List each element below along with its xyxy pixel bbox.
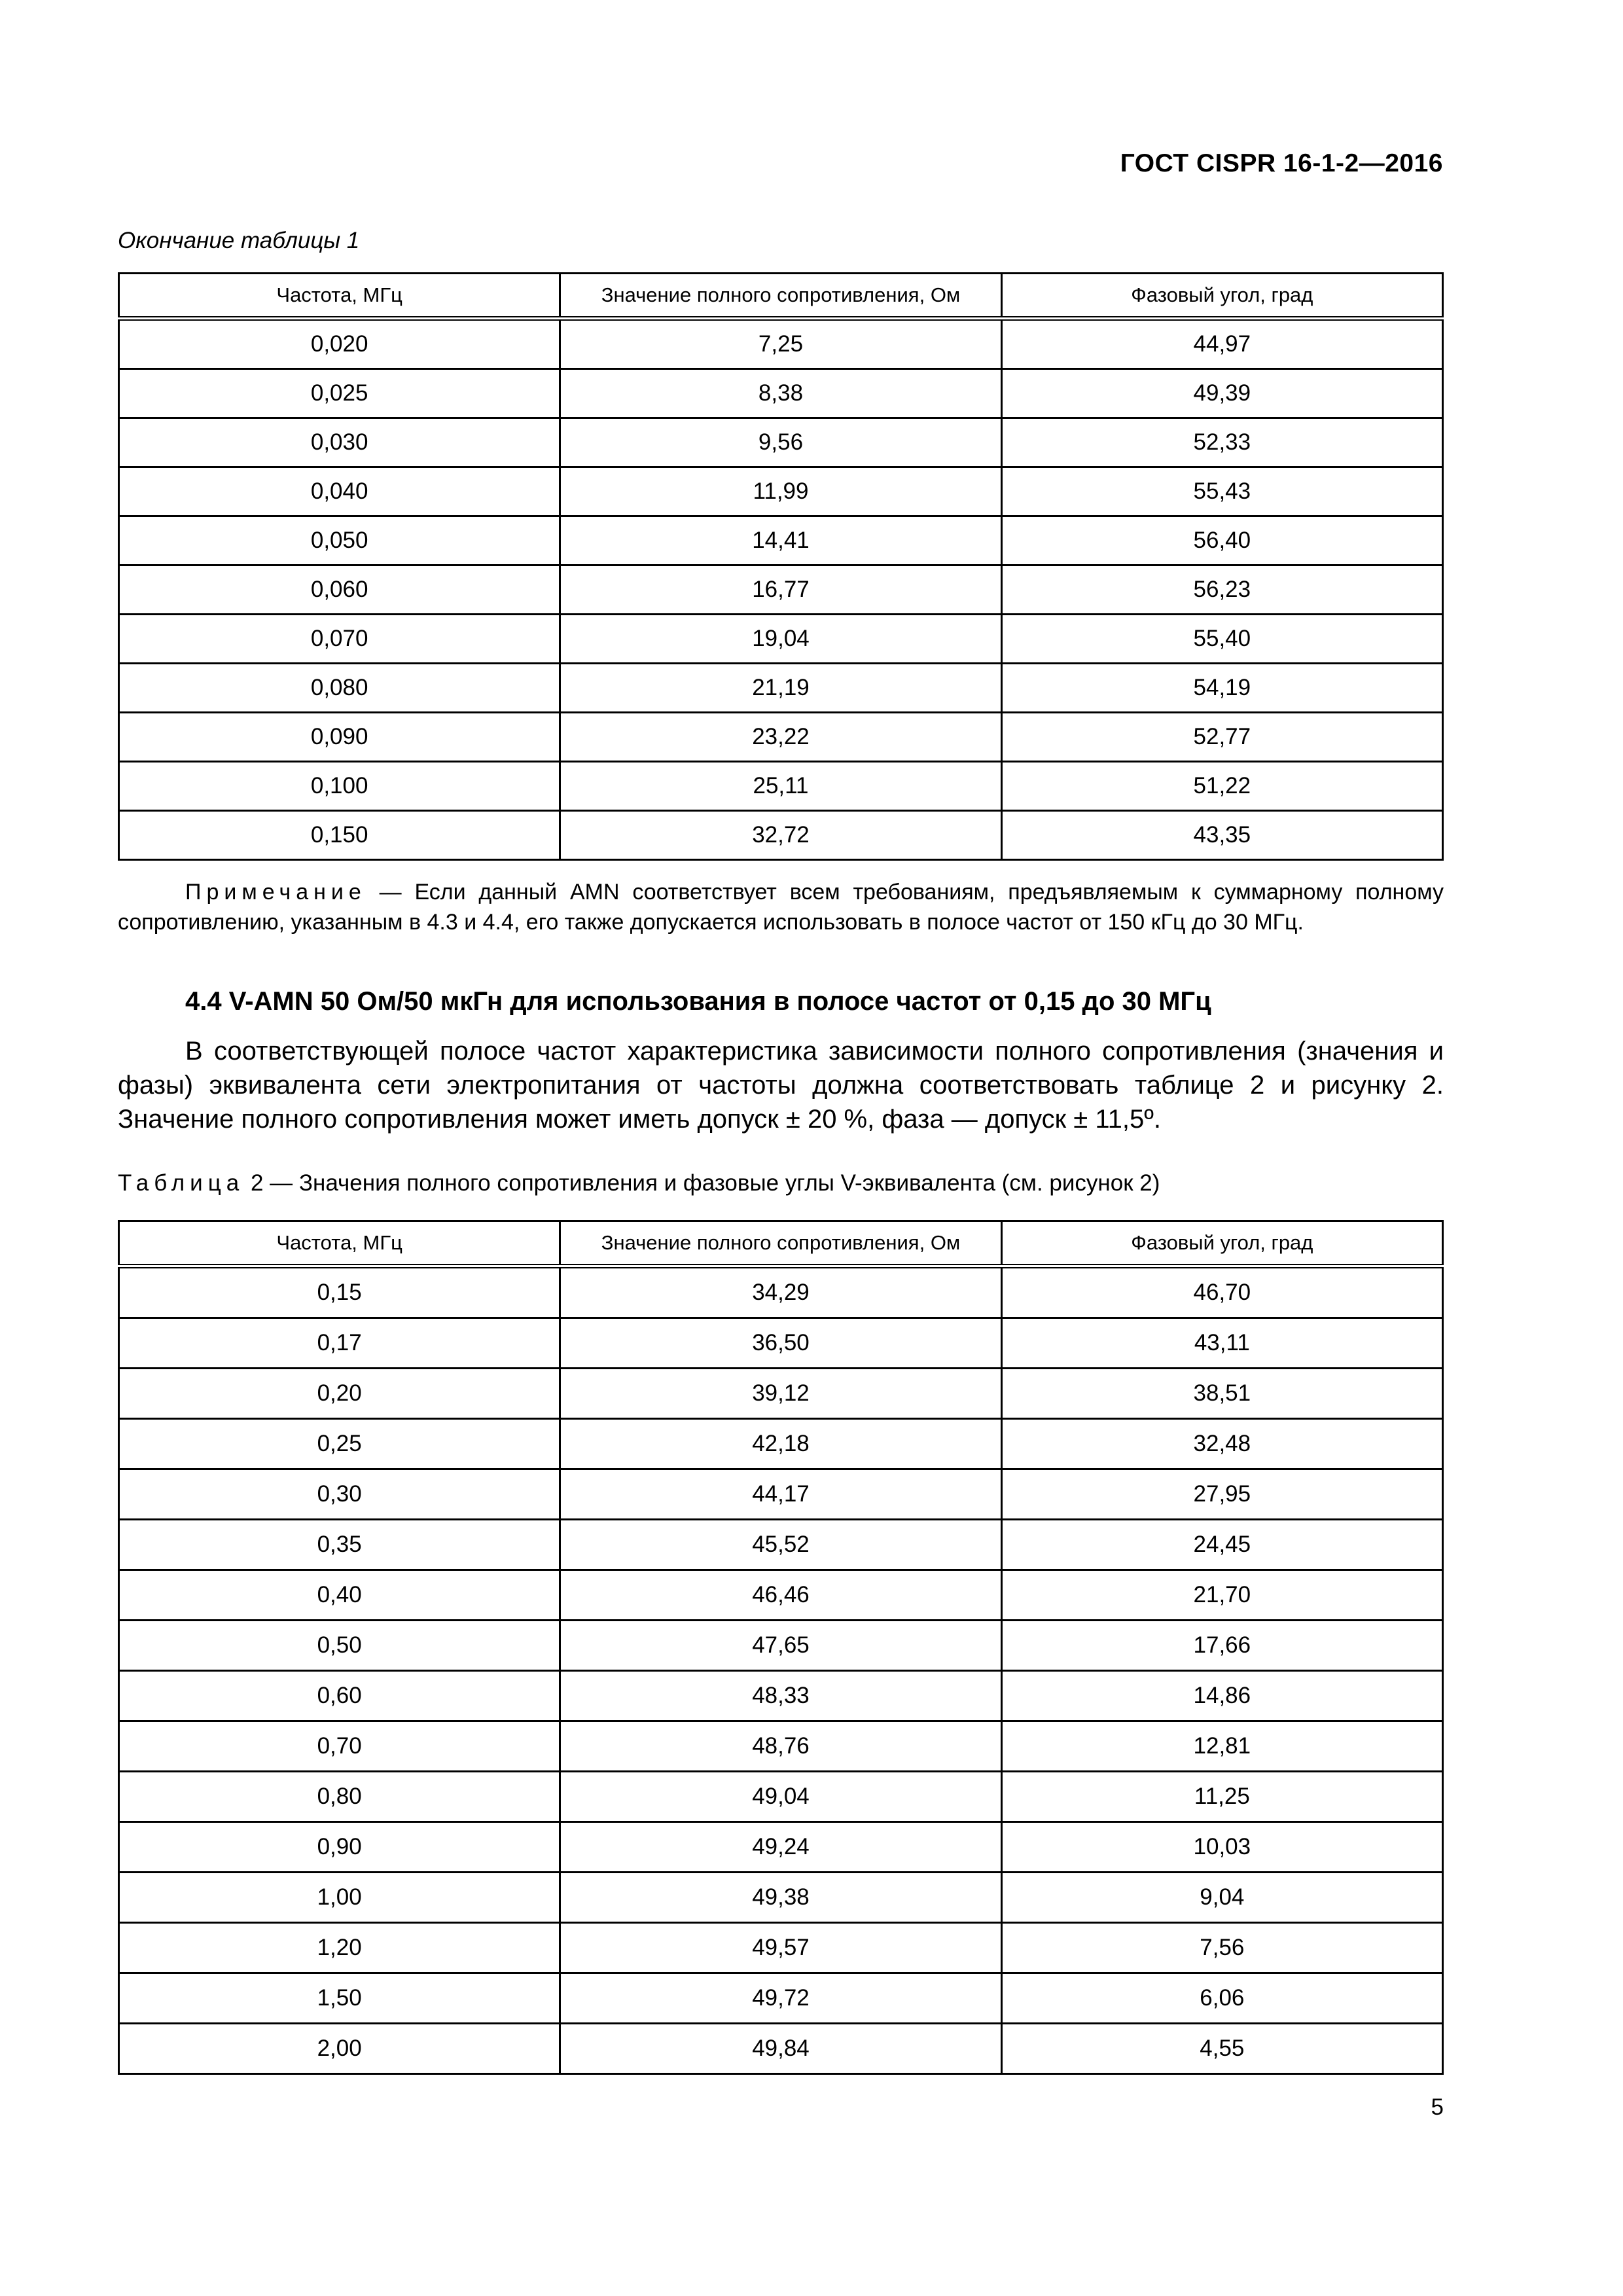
- table2-caption-label: Таблица: [118, 1170, 245, 1196]
- table-cell: 32,48: [1001, 1419, 1442, 1469]
- table-cell: 0,060: [119, 565, 560, 615]
- table-cell: 49,84: [560, 2024, 1001, 2074]
- column-header-phase: Фазовый угол, град: [1001, 1221, 1442, 1266]
- table-row: [119, 664, 1443, 713]
- table-cell: 0,25: [119, 1419, 560, 1469]
- table-cell: 49,39: [1001, 369, 1442, 418]
- table-cell: 0,30: [119, 1469, 560, 1520]
- table-cell: 23,22: [560, 713, 1001, 762]
- table-cell: 46,70: [1001, 1266, 1442, 1318]
- table-cell: 11,25: [1001, 1772, 1442, 1822]
- table-cell: 4,55: [1001, 2024, 1442, 2074]
- table-row: [119, 762, 1443, 811]
- table-cell: 38,51: [1001, 1369, 1442, 1419]
- table-cell: 0,150: [119, 811, 560, 860]
- table-cell: 49,24: [560, 1822, 1001, 1873]
- table-row: [119, 615, 1443, 664]
- table-cell: 43,11: [1001, 1318, 1442, 1369]
- table-cell: 0,70: [119, 1721, 560, 1772]
- table-row: [119, 1520, 1443, 1570]
- table-cell: 21,70: [1001, 1570, 1442, 1621]
- table-row: [119, 713, 1443, 762]
- table-row: [119, 1369, 1443, 1419]
- table-cell: 43,35: [1001, 811, 1442, 860]
- table-cell: 0,35: [119, 1520, 560, 1570]
- table-cell: 1,50: [119, 1973, 560, 2024]
- table-cell: 34,29: [560, 1266, 1001, 1318]
- table-cell: 48,76: [560, 1721, 1001, 1772]
- table-cell: 9,04: [1001, 1873, 1442, 1923]
- table-cell: 1,20: [119, 1923, 560, 1973]
- table-cell: 0,90: [119, 1822, 560, 1873]
- table-cell: 36,50: [560, 1318, 1001, 1369]
- table-cell: 19,04: [560, 615, 1001, 664]
- table-cell: 46,46: [560, 1570, 1001, 1621]
- table-cell: 0,080: [119, 664, 560, 713]
- table-row: [119, 1621, 1443, 1671]
- table-cell: 49,57: [560, 1923, 1001, 1973]
- table-row: [119, 1469, 1443, 1520]
- table1-note: [118, 877, 1444, 937]
- table-cell: 10,03: [1001, 1822, 1442, 1873]
- table-row: [119, 1671, 1443, 1721]
- table-cell: 39,12: [560, 1369, 1001, 1419]
- table-cell: 25,11: [560, 762, 1001, 811]
- page-number: 5: [1431, 2094, 1444, 2120]
- table-row: [119, 1923, 1443, 1973]
- table-cell: 0,50: [119, 1621, 560, 1671]
- table-row: [119, 1570, 1443, 1621]
- table-cell: 0,025: [119, 369, 560, 418]
- table-cell: 54,19: [1001, 664, 1442, 713]
- table-cell: 0,100: [119, 762, 560, 811]
- table-cell: 44,17: [560, 1469, 1001, 1520]
- table-cell: 0,020: [119, 319, 560, 369]
- table-cell: 2,00: [119, 2024, 560, 2074]
- table-cell: 21,19: [560, 664, 1001, 713]
- column-header-impedance: Значение полного сопротивления, Ом: [560, 274, 1001, 319]
- table-cell: 47,65: [560, 1621, 1001, 1671]
- table-cell: 24,45: [1001, 1520, 1442, 1570]
- table-cell: 56,23: [1001, 565, 1442, 615]
- table-cell: 0,15: [119, 1266, 560, 1318]
- table-row: [119, 1973, 1443, 2024]
- table1-caption: Окончание таблицы 1: [118, 228, 360, 253]
- table2: [118, 1220, 1444, 2075]
- table-cell: 0,80: [119, 1772, 560, 1822]
- table2-caption-text: 2 — Значения полного сопротивления и фазовые углы V-эквивалента (см. рисунок 2): [244, 1170, 1160, 1196]
- table-row: [119, 565, 1443, 615]
- table-cell: 7,56: [1001, 1923, 1442, 1973]
- column-header-phase: Фазовый угол, град: [1001, 274, 1442, 319]
- table-cell: 0,20: [119, 1369, 560, 1419]
- table-cell: 55,40: [1001, 615, 1442, 664]
- table-cell: 6,06: [1001, 1973, 1442, 2024]
- column-header-impedance: Значение полного сопротивления, Ом: [560, 1221, 1001, 1266]
- table-cell: 52,77: [1001, 713, 1442, 762]
- table-cell: 0,030: [119, 418, 560, 467]
- table-cell: 0,040: [119, 467, 560, 516]
- table-row: [119, 319, 1443, 369]
- table-row: [119, 1419, 1443, 1469]
- table-row: [119, 516, 1443, 565]
- table-row: [119, 1721, 1443, 1772]
- table-cell: 17,66: [1001, 1621, 1442, 1671]
- table-cell: 12,81: [1001, 1721, 1442, 1772]
- column-header-frequency: Частота, МГц: [119, 274, 560, 319]
- column-header-frequency: Частота, МГц: [119, 1221, 560, 1266]
- table-row: [119, 1873, 1443, 1923]
- table1-header-row: [119, 274, 1443, 319]
- table-row: [119, 811, 1443, 860]
- table-cell: 0,090: [119, 713, 560, 762]
- table-cell: 55,43: [1001, 467, 1442, 516]
- table-cell: 0,070: [119, 615, 560, 664]
- table1-body: [119, 319, 1443, 860]
- table1: [118, 272, 1444, 861]
- table-row: [119, 418, 1443, 467]
- table-cell: 14,41: [560, 516, 1001, 565]
- table-cell: 48,33: [560, 1671, 1001, 1721]
- document-code: ГОСТ CISPR 16-1-2—2016: [1120, 149, 1443, 177]
- note-label: Примечание: [185, 880, 366, 905]
- section-paragraph: В соответствующей полосе частот характеристика зависимости полного сопротивления (значения и фазы) эквивалента сети электропитания от частоты должна соответствовать таблице 2 и рисунку 2. Значение полного сопротивления может иметь допуск ± 20 %, фаза — допуск ± 11,5º.: [118, 1037, 1444, 1134]
- table-cell: 0,40: [119, 1570, 560, 1621]
- table2-body: [119, 1266, 1443, 2074]
- table-cell: 7,25: [560, 319, 1001, 369]
- table-cell: 49,04: [560, 1772, 1001, 1822]
- table-cell: 52,33: [1001, 418, 1442, 467]
- table-cell: 51,22: [1001, 762, 1442, 811]
- table-cell: 42,18: [560, 1419, 1001, 1469]
- table2-header-row: [119, 1221, 1443, 1266]
- table-cell: 45,52: [560, 1520, 1001, 1570]
- table-cell: 49,38: [560, 1873, 1001, 1923]
- table-cell: 56,40: [1001, 516, 1442, 565]
- table-row: [119, 1318, 1443, 1369]
- table-cell: 14,86: [1001, 1671, 1442, 1721]
- table-row: [119, 1266, 1443, 1318]
- table-row: [119, 467, 1443, 516]
- table-cell: 44,97: [1001, 319, 1442, 369]
- table-cell: 32,72: [560, 811, 1001, 860]
- table-row: [119, 2024, 1443, 2074]
- table-cell: 0,050: [119, 516, 560, 565]
- table-cell: 0,17: [119, 1318, 560, 1369]
- table-cell: 8,38: [560, 369, 1001, 418]
- table-row: [119, 369, 1443, 418]
- table-row: [119, 1822, 1443, 1873]
- table-cell: 49,72: [560, 1973, 1001, 2024]
- table-cell: 27,95: [1001, 1469, 1442, 1520]
- note-text: — Если данный AMN соответствует всем требованиям, предъявляемым к суммарному полному сопротивлению, указанным в 4.3 и 4.4, его также допускается использовать в полосе частот от 150 кГц до 30 МГц.: [118, 880, 1444, 935]
- table-cell: 9,56: [560, 418, 1001, 467]
- table-cell: 1,00: [119, 1873, 560, 1923]
- table-cell: 16,77: [560, 565, 1001, 615]
- table-cell: 11,99: [560, 467, 1001, 516]
- table-cell: 0,60: [119, 1671, 560, 1721]
- table2-caption: [118, 1170, 1160, 1196]
- table-row: [119, 1772, 1443, 1822]
- section-heading: 4.4 V-AMN 50 Ом/50 мкГн для использования в полосе частот от 0,15 до 30 МГц: [185, 987, 1211, 1016]
